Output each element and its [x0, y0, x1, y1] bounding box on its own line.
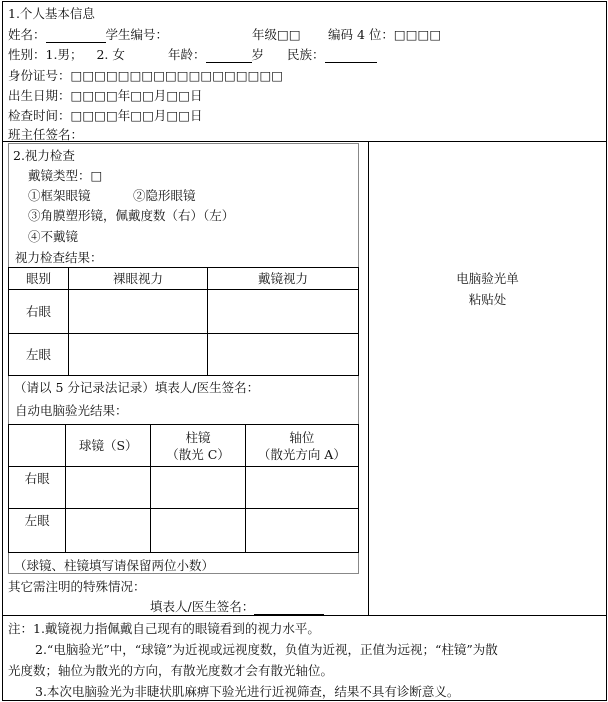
refraction-header-cylinder	[151, 425, 245, 467]
age-unit: 岁	[251, 47, 265, 62]
age-group	[168, 45, 264, 63]
id-boxes[interactable]: □□□□□□□□□□□□□□□□□□	[70, 68, 284, 83]
age-label: 年龄：	[168, 47, 206, 62]
teacher-sign-label: 班主任签名：	[8, 127, 84, 142]
exam-year-boxes[interactable]: □□□□	[70, 108, 118, 123]
signer-field[interactable]	[254, 602, 324, 615]
gender-option-male[interactable]: 1.男；	[45, 47, 83, 62]
vision-header-naked: 裸眼视力	[69, 268, 208, 290]
vision-table-header	[9, 268, 359, 290]
note-line-1: 注：1.戴镜视力指佩戴自己现有的眼镜看到的视力水平。	[8, 621, 320, 636]
gender-row	[8, 45, 125, 63]
right-corrected-vision-cell[interactable]	[208, 290, 359, 334]
refraction-table-header	[9, 425, 359, 467]
refraction-row-left-eye: 左眼	[9, 509, 66, 553]
divider-basic	[2, 141, 607, 142]
vision-note: （请以 5 分记录法记录）填表人/医生签名：	[14, 380, 260, 395]
dob-year-boxes[interactable]: □□□□	[70, 88, 118, 103]
cylinder-title: 柱镜	[185, 429, 211, 445]
left-sphere-cell[interactable]	[66, 509, 151, 553]
printout-paste-line1: 电脑验光单	[456, 271, 519, 286]
basic-section-title: 1.个人基本信息	[8, 6, 95, 21]
cylinder-subtitle: （散光 C）	[166, 446, 230, 462]
right-axis-cell[interactable]	[245, 467, 358, 509]
ethnicity-field[interactable]	[325, 50, 377, 63]
axis-subtitle: （散光方向 A）	[257, 446, 346, 462]
vision-header-eye: 眼别	[9, 268, 69, 290]
glasses-option-none[interactable]: ④不戴镜	[28, 229, 79, 244]
dob-day-unit: 日	[190, 88, 203, 103]
table-row	[9, 467, 359, 509]
printout-paste-line2: 粘贴处	[468, 292, 507, 307]
code-label: 编码 4 位：	[328, 27, 394, 42]
refraction-header-sphere: 球镜（S）	[66, 425, 151, 467]
vision-header-corrected: 戴镜视力	[208, 268, 359, 290]
table-row	[9, 509, 359, 553]
exam-time-row	[8, 106, 203, 124]
gender-option-female[interactable]: 2. 女	[96, 47, 125, 62]
signer-group	[150, 597, 324, 615]
grade-label: 年级	[252, 27, 278, 42]
id-row	[8, 66, 283, 84]
name-row	[8, 25, 168, 43]
exam-month-unit: 月	[153, 108, 167, 123]
vision-result-label: 视力检查结果：	[15, 250, 103, 265]
code-group	[328, 25, 441, 43]
dob-month-boxes[interactable]: □□	[130, 88, 154, 103]
vision-table	[8, 267, 359, 376]
exam-day-unit: 日	[190, 108, 203, 123]
code-boxes[interactable]: □□□□	[393, 27, 442, 42]
refraction-table	[8, 424, 359, 553]
right-naked-vision-cell[interactable]	[69, 290, 208, 334]
refraction-header-axis	[245, 425, 358, 467]
glasses-option-contact[interactable]: ②隐形眼镜	[133, 188, 196, 203]
signer-label: 填表人/医生签名：	[150, 599, 255, 614]
exam-year-unit: 年	[117, 108, 131, 123]
dob-label: 出生日期：	[8, 88, 71, 103]
exam-day-boxes[interactable]: □□	[166, 108, 191, 123]
left-naked-vision-cell[interactable]	[69, 334, 208, 376]
name-field[interactable]	[46, 30, 106, 43]
left-cylinder-cell[interactable]	[151, 509, 245, 553]
refraction-note: （球镜、柱镜填写请保留两位小数）	[14, 558, 215, 573]
exam-month-boxes[interactable]: □□	[130, 108, 154, 123]
vision-section-title: 2.视力检查	[13, 148, 75, 163]
id-label: 身份证号：	[8, 68, 71, 83]
ethnicity-group	[287, 45, 377, 63]
left-corrected-vision-cell[interactable]	[208, 334, 359, 376]
grade-group	[252, 25, 301, 43]
divider-notes	[2, 615, 607, 616]
ethnicity-label: 民族：	[287, 47, 325, 62]
student-no-label: 学生编号：	[105, 27, 169, 42]
glasses-option-frame[interactable]: ①框架眼镜	[28, 188, 91, 203]
table-row	[9, 334, 359, 376]
age-field[interactable]	[206, 50, 252, 63]
glasses-option-ortho-k[interactable]: ③角膜塑形镜，佩戴度数（右）（左）	[28, 208, 235, 223]
special-conditions-label: 其它需注明的特殊情况：	[8, 579, 146, 594]
note-line-4: 3.本次电脑验光为非睫状肌麻痹下验光进行近视筛查，结果不具有诊断意义。	[35, 684, 460, 699]
vision-row-left-eye: 左眼	[9, 334, 69, 376]
divider-middle	[368, 141, 369, 615]
refraction-header-eye	[9, 425, 66, 467]
note-line-2: 2.“电脑验光”中，“球镜”为近视或远视度数，负值为近视，正值为远视；“柱镜”为散	[35, 642, 498, 657]
name-label: 姓名：	[8, 27, 46, 42]
grade-boxes[interactable]: □□	[277, 27, 301, 42]
dob-day-boxes[interactable]: □□	[166, 88, 191, 103]
refraction-row-right-eye: 右眼	[9, 467, 66, 509]
dob-year-unit: 年	[117, 88, 131, 103]
glasses-type-label: 戴镜类型：□	[28, 168, 103, 183]
dob-row	[8, 86, 203, 104]
dob-month-unit: 月	[153, 88, 167, 103]
vision-row-right-eye: 右眼	[9, 290, 69, 334]
table-row	[9, 290, 359, 334]
gender-label: 性别：	[8, 47, 46, 62]
right-sphere-cell[interactable]	[66, 467, 151, 509]
note-line-3: 光度数；轴位为散光的方向，有散光度数才会有散光轴位。	[8, 663, 334, 678]
left-axis-cell[interactable]	[245, 509, 358, 553]
student-no-field[interactable]	[192, 25, 250, 39]
axis-title: 轴位	[289, 429, 315, 445]
refraction-title: 自动电脑验光结果：	[15, 403, 128, 418]
exam-time-label: 检查时间：	[8, 108, 71, 123]
right-cylinder-cell[interactable]	[151, 467, 245, 509]
